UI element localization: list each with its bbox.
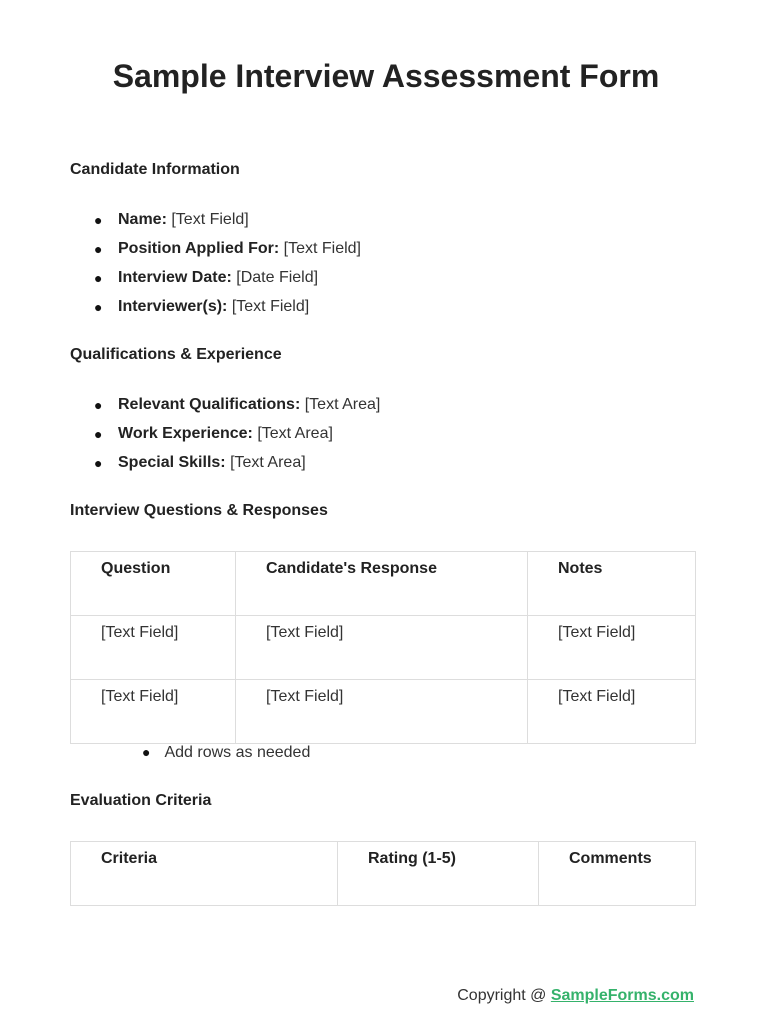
add-rows-note: [142, 742, 310, 763]
qualifications-heading: Qualifications & Experience: [70, 346, 282, 363]
field-label: Special Skills:: [118, 454, 226, 471]
list-item: [70, 395, 380, 424]
qualifications-list: [70, 395, 380, 482]
table-cell[interactable]: [Text Field]: [71, 616, 236, 680]
field-value[interactable]: [Text Area]: [257, 425, 333, 442]
list-item: [70, 424, 380, 453]
bullet-icon: ●: [142, 744, 151, 760]
field-label: Name:: [118, 211, 167, 228]
bullet-icon: ●: [94, 299, 103, 315]
sampleforms-link[interactable]: SampleForms.com: [550, 987, 694, 1004]
field-label: Relevant Qualifications:: [118, 396, 301, 413]
list-item: [70, 268, 361, 297]
field-label: Work Experience:: [118, 425, 253, 442]
table-cell[interactable]: [Text Field]: [71, 680, 236, 744]
interview-table: [70, 551, 696, 744]
interview-heading: Interview Questions & Responses: [70, 502, 328, 519]
bullet-icon: ●: [94, 212, 103, 228]
field-value[interactable]: [Text Area]: [304, 396, 381, 413]
column-header: Criteria: [71, 842, 338, 906]
table-row: [71, 680, 696, 744]
field-value[interactable]: [Text Field]: [171, 211, 249, 228]
copyright-text: Copyright @: [457, 987, 551, 1004]
list-item: [70, 297, 361, 326]
list-item: [70, 453, 380, 482]
table-cell[interactable]: [Text Field]: [236, 616, 528, 680]
table-cell[interactable]: [Text Field]: [528, 680, 696, 744]
table-cell[interactable]: [Text Field]: [236, 680, 528, 744]
field-value[interactable]: [Text Area]: [230, 454, 306, 471]
evaluation-heading: Evaluation Criteria: [70, 792, 212, 809]
field-value[interactable]: [Text Field]: [283, 240, 361, 257]
list-item: [70, 239, 361, 268]
page-title: Sample Interview Assessment Form: [112, 58, 660, 94]
column-header: Comments: [539, 842, 696, 906]
candidate-info-heading: Candidate Information: [70, 161, 240, 178]
table-row: [71, 616, 696, 680]
column-header: Question: [71, 552, 236, 616]
column-header: Candidate's Response: [236, 552, 528, 616]
list-item: [70, 210, 361, 239]
bullet-icon: ●: [94, 241, 103, 257]
field-value[interactable]: [Text Field]: [231, 298, 310, 315]
copyright-footer: [457, 987, 694, 1005]
field-value[interactable]: [Date Field]: [236, 269, 319, 286]
table-cell[interactable]: [Text Field]: [528, 616, 696, 680]
column-header: Rating (1-5): [338, 842, 539, 906]
evaluation-table: [70, 841, 696, 906]
note-text: Add rows as needed: [164, 744, 311, 761]
field-label: Interviewer(s):: [118, 298, 228, 315]
column-header: Notes: [528, 552, 696, 616]
bullet-icon: ●: [94, 426, 103, 442]
table-header-row: [71, 842, 696, 906]
bullet-icon: ●: [94, 270, 103, 286]
bullet-icon: ●: [94, 455, 103, 471]
bullet-icon: ●: [94, 397, 103, 413]
candidate-info-list: [70, 210, 361, 326]
field-label: Interview Date:: [118, 269, 232, 286]
field-label: Position Applied For:: [118, 240, 280, 257]
table-header-row: [71, 552, 696, 616]
